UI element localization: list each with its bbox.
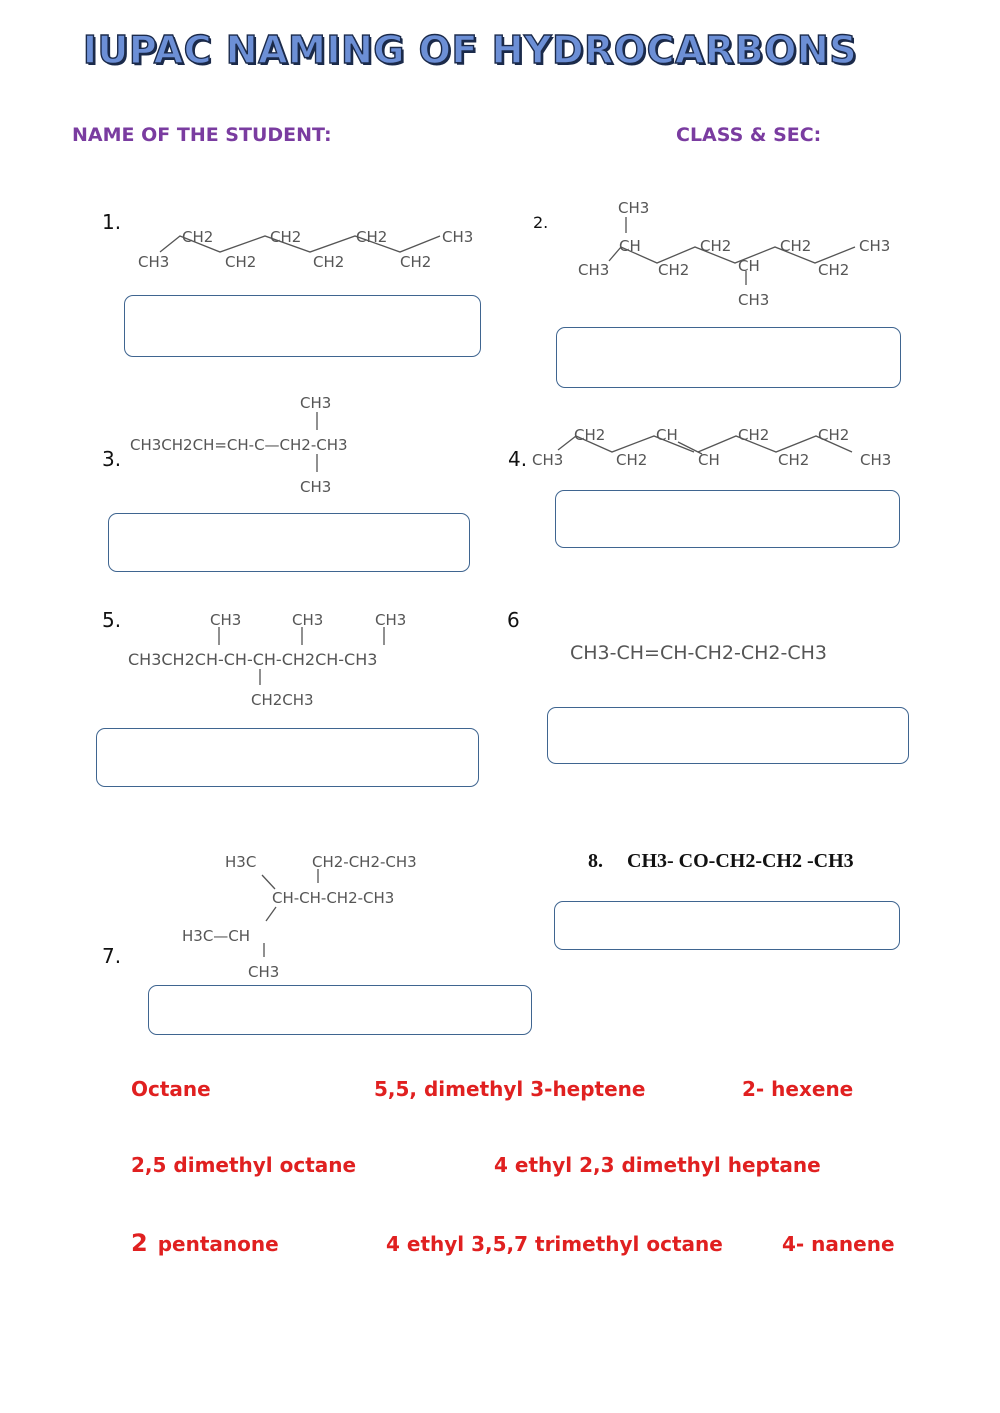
q4-atom-3: CH2: [616, 451, 648, 469]
q3-main-chain: CH3CH2CH=CH-C—CH2-CH3: [130, 436, 348, 454]
answer-box-5[interactable]: [96, 728, 479, 787]
q4-atom-7: CH2: [778, 451, 810, 469]
class-section-label: CLASS & SEC:: [676, 124, 822, 146]
q7-middle-chain: CH-CH-CH2-CH3: [272, 889, 395, 907]
q6-main-chain: CH3-CH=CH-CH2-CH2-CH3: [570, 642, 828, 664]
question-7-structure: [180, 845, 460, 985]
question-8-number: 8.: [588, 850, 603, 872]
answer-box-2[interactable]: [556, 327, 901, 388]
question-3-structure: [130, 390, 450, 500]
q7-top-right-propyl: CH2-CH2-CH3: [312, 853, 417, 871]
q1-atom-8: CH3: [442, 228, 474, 246]
q3-bottom-methyl: CH3: [300, 478, 332, 496]
question-1-number: 1.: [102, 210, 122, 234]
q4-atom-8: CH2: [818, 426, 850, 444]
q3-top-methyl: CH3: [300, 394, 332, 412]
question-2-structure: [575, 195, 905, 315]
q5-main-chain: CH3CH2CH-CH-CH-CH2CH-CH3: [128, 650, 378, 669]
question-8: [588, 850, 854, 873]
q1-atom-7: CH2: [400, 253, 432, 271]
question-6-number: 6: [507, 608, 520, 632]
q2-atom-1: CH3: [578, 261, 610, 279]
answer-box-8[interactable]: [554, 901, 900, 950]
answer-option-hexene[interactable]: 2- hexene: [742, 1077, 854, 1101]
answer-option-dimethyl-heptene[interactable]: 5,5, dimethyl 3-heptene: [374, 1077, 646, 1101]
answer-option-ethyl-trimethyl-octane[interactable]: 4 ethyl 3,5,7 trimethyl octane: [386, 1232, 723, 1256]
q4-atom-9: CH3: [860, 451, 892, 469]
answer-option-pentanone-prefix: 2: [131, 1229, 148, 1257]
question-8-formula: CH3- CO-CH2-CH2 -CH3: [627, 850, 854, 872]
q4-atom-6: CH2: [738, 426, 770, 444]
answer-box-6[interactable]: [547, 707, 909, 764]
answer-option-nanene[interactable]: 4- nanene: [782, 1232, 895, 1256]
q4-atom-5: CH: [698, 451, 720, 469]
q2-atom-3: CH2: [658, 261, 690, 279]
q7-top-left-methyl: H3C: [225, 853, 257, 871]
student-name-label: NAME OF THE STUDENT:: [72, 124, 332, 146]
q7-left-isopropyl: H3C—CH: [182, 927, 251, 945]
answer-box-3[interactable]: [108, 513, 470, 572]
q1-atom-4: CH2: [270, 228, 302, 246]
question-3-number: 3.: [102, 447, 122, 471]
question-6-structure: [570, 635, 910, 675]
q2-atom-branch-methyl: CH3: [738, 291, 770, 309]
q5-top-methyl-1: CH3: [210, 611, 242, 629]
q4-atom-2: CH2: [574, 426, 606, 444]
question-5-structure: [128, 605, 468, 715]
q7-bottom-methyl: CH3: [248, 963, 280, 981]
question-7-number: 7.: [102, 944, 122, 968]
q1-atom-5: CH2: [313, 253, 345, 271]
q1-atom-1: CH3: [138, 253, 170, 271]
answer-option-pentanone-label: pentanone: [157, 1232, 279, 1256]
answer-box-1[interactable]: [124, 295, 481, 357]
q5-bottom-ethyl: CH2CH3: [251, 691, 314, 709]
worksheet-title: IUPAC NAMING OF HYDROCARBONS: [82, 28, 858, 72]
q5-top-methyl-2: CH3: [292, 611, 324, 629]
q4-atom-1: CH3: [532, 451, 564, 469]
answer-option-pentanone[interactable]: [131, 1229, 279, 1257]
question-4-structure: [532, 420, 902, 480]
answer-box-7[interactable]: [148, 985, 532, 1035]
question-4-number: 4.: [508, 447, 528, 471]
q1-atom-3: CH2: [225, 253, 257, 271]
answer-option-dimethyl-octane[interactable]: 2,5 dimethyl octane: [131, 1153, 357, 1177]
q2-atom-top-methyl: CH3: [618, 199, 650, 217]
answer-option-octane[interactable]: Octane: [131, 1077, 211, 1101]
q2-atom-4: CH2: [700, 237, 732, 255]
answer-option-ethyl-dimethyl-heptane[interactable]: 4 ethyl 2,3 dimethyl heptane: [494, 1153, 821, 1177]
q2-atom-5: CH: [738, 257, 760, 275]
question-5-number: 5.: [102, 608, 122, 632]
q1-atom-2: CH2: [182, 228, 214, 246]
q5-top-methyl-3: CH3: [375, 611, 407, 629]
q2-atom-7: CH2: [818, 261, 850, 279]
answer-box-4[interactable]: [555, 490, 900, 548]
q1-atom-6: CH2: [356, 228, 388, 246]
q4-atom-4: CH: [656, 426, 678, 444]
question-2-number: 2.: [533, 213, 549, 232]
q2-atom-8: CH3: [859, 237, 891, 255]
question-1-structure: [130, 220, 500, 280]
q2-atom-6: CH2: [780, 237, 812, 255]
q2-atom-ch: CH: [619, 237, 641, 255]
